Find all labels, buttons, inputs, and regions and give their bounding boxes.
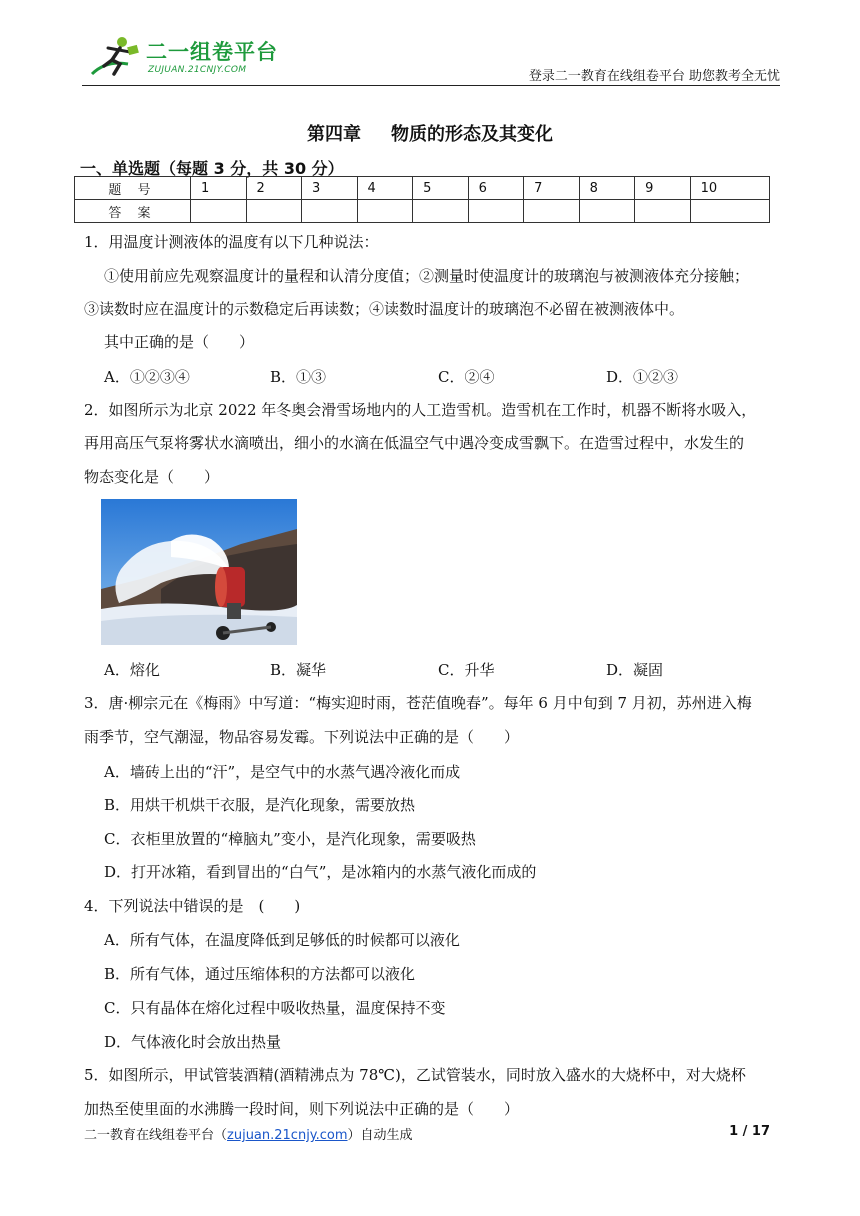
page-footer: [84, 1124, 770, 1143]
question-number-cell: 8: [579, 177, 635, 200]
answer-cell[interactable]: [524, 200, 580, 223]
q4-option-a[interactable]: A．所有气体，在温度降低到足够低的时候都可以液化: [104, 931, 460, 949]
answer-cell[interactable]: [468, 200, 524, 223]
q1-stem: 1．用温度计测液体的温度有以下几种说法：: [84, 233, 379, 251]
question-number-cell: 9: [635, 177, 691, 200]
q3-option-c[interactable]: C．衣柜里放置的“樟脑丸”变小，是汽化现象，需要吸热: [104, 830, 476, 848]
answer-cell[interactable]: [191, 200, 247, 223]
q2-line-1: 2．如图所示为北京 2022 年冬奥会滑雪场地内的人工造雪机。造雪机在工作时，机器不断将水吸入，: [84, 401, 757, 419]
q1-line-2: ①使用前应先观察温度计的量程和认清分度值；②测量时使温度计的玻璃泡与被测液体充分接触；: [104, 267, 750, 285]
answer-cell[interactable]: [635, 200, 691, 223]
answer-cell[interactable]: [579, 200, 635, 223]
answer-cell[interactable]: [302, 200, 358, 223]
question-number-cell: 7: [524, 177, 580, 200]
q3-line-1: 3．唐·柳宗元在《梅雨》中写道：“梅实迎时雨，苍茫值晚春”。每年 6 月中旬到 7 月初，苏州进入梅: [84, 694, 752, 712]
section-title: 一、单选题（每题 3 分，共 30 分）: [80, 159, 344, 178]
header-slogan: 登录二一教育在线组卷平台 助您教考全无忧: [528, 69, 780, 84]
q4-option-b[interactable]: B．所有气体，通过压缩体积的方法都可以液化: [104, 965, 416, 983]
q2-option-d[interactable]: D．凝固: [606, 661, 664, 679]
question-number-cell: 3: [302, 177, 358, 200]
q2-option-a[interactable]: A．熔化: [104, 661, 160, 679]
q2-option-c[interactable]: C．升华: [438, 661, 495, 679]
site-logo[interactable]: [82, 32, 282, 80]
question-number-cell: 1: [191, 177, 247, 200]
footer-suffix: ）自动生成: [347, 1128, 413, 1143]
q1-option-d[interactable]: D．①②③: [606, 368, 679, 386]
answer-cell[interactable]: [690, 200, 769, 223]
table-row-numbers: [75, 177, 770, 200]
q4-line-1: 4．下列说法中错误的是 ( ): [84, 897, 301, 915]
table-row-answers: [75, 200, 770, 223]
q1-option-c[interactable]: C．②④: [438, 368, 495, 386]
row-label-numbers: 题 号: [75, 177, 191, 200]
q4-option-d[interactable]: D．气体液化时会放出热量: [104, 1033, 282, 1051]
question-number-cell: 10: [690, 177, 769, 200]
q3-option-a[interactable]: A．墙砖上出的“汗”，是空气中的水蒸气遇冷液化而成: [104, 763, 461, 781]
answer-cell[interactable]: [357, 200, 413, 223]
q1-line-3: ③读数时应在温度计的示数稳定后再读数；④读数时温度计的玻璃泡不必留在被测液体中。: [84, 300, 685, 318]
q1-line-4: 其中正确的是（ ）: [104, 333, 255, 351]
row-label-answers: 答 案: [75, 200, 191, 223]
answer-cell[interactable]: [246, 200, 302, 223]
q2-option-b[interactable]: B．凝华: [270, 661, 327, 679]
q2-line-3: 物态变化是（ ）: [84, 468, 220, 486]
logo-subtitle: ZUJUAN.21CNJY.COM: [148, 65, 247, 75]
q3-line-2: 雨季节，空气潮湿，物品容易发霉。下列说法中正确的是（ ）: [84, 728, 520, 746]
chapter-name: 物质的形态及其变化: [391, 124, 553, 145]
q2-line-2: 再用高压气泵将雾状水滴喷出，细小的水滴在低温空气中遇冷变成雪飘下。在造雪过程中，水发生的: [84, 434, 745, 452]
q1-option-b[interactable]: B．①③: [270, 368, 327, 386]
q5-line-1: 5．如图所示，甲试管装酒精(酒精沸点为 78℃)，乙试管装水，同时放入盛水的大烧杯中，对大烧杯: [84, 1066, 746, 1084]
question-number-cell: 2: [246, 177, 302, 200]
q4-option-c[interactable]: C．只有晶体在熔化过程中吸收热量，温度保持不变: [104, 999, 446, 1017]
question-number-cell: 6: [468, 177, 524, 200]
runner-logo-icon: [86, 34, 142, 78]
q3-option-b[interactable]: B．用烘干机烘干衣服，是汽化现象，需要放热: [104, 796, 416, 814]
answer-table: [74, 176, 770, 223]
question-number-cell: 4: [357, 177, 413, 200]
q1-option-a[interactable]: A．①②③④: [104, 368, 190, 386]
chapter-title: [0, 120, 860, 146]
page-number: 1 / 17: [729, 1124, 770, 1139]
page-header: [82, 28, 780, 86]
q3-option-d[interactable]: D．打开冰箱，看到冒出的“白气”，是冰箱内的水蒸气液化而成的: [104, 863, 537, 881]
question-number-cell: 5: [413, 177, 469, 200]
q5-line-2: 加热至使里面的水沸腾一段时间，则下列说法中正确的是（ ）: [84, 1100, 520, 1118]
logo-title: 二一组卷平台: [146, 40, 278, 64]
footer-prefix: 二一教育在线组卷平台（: [84, 1128, 228, 1143]
footer-link[interactable]: zujuan.21cnjy.com: [227, 1128, 348, 1143]
snow-machine-photo: [101, 499, 297, 645]
answer-cell[interactable]: [413, 200, 469, 223]
chapter-number: 第四章: [307, 124, 361, 145]
